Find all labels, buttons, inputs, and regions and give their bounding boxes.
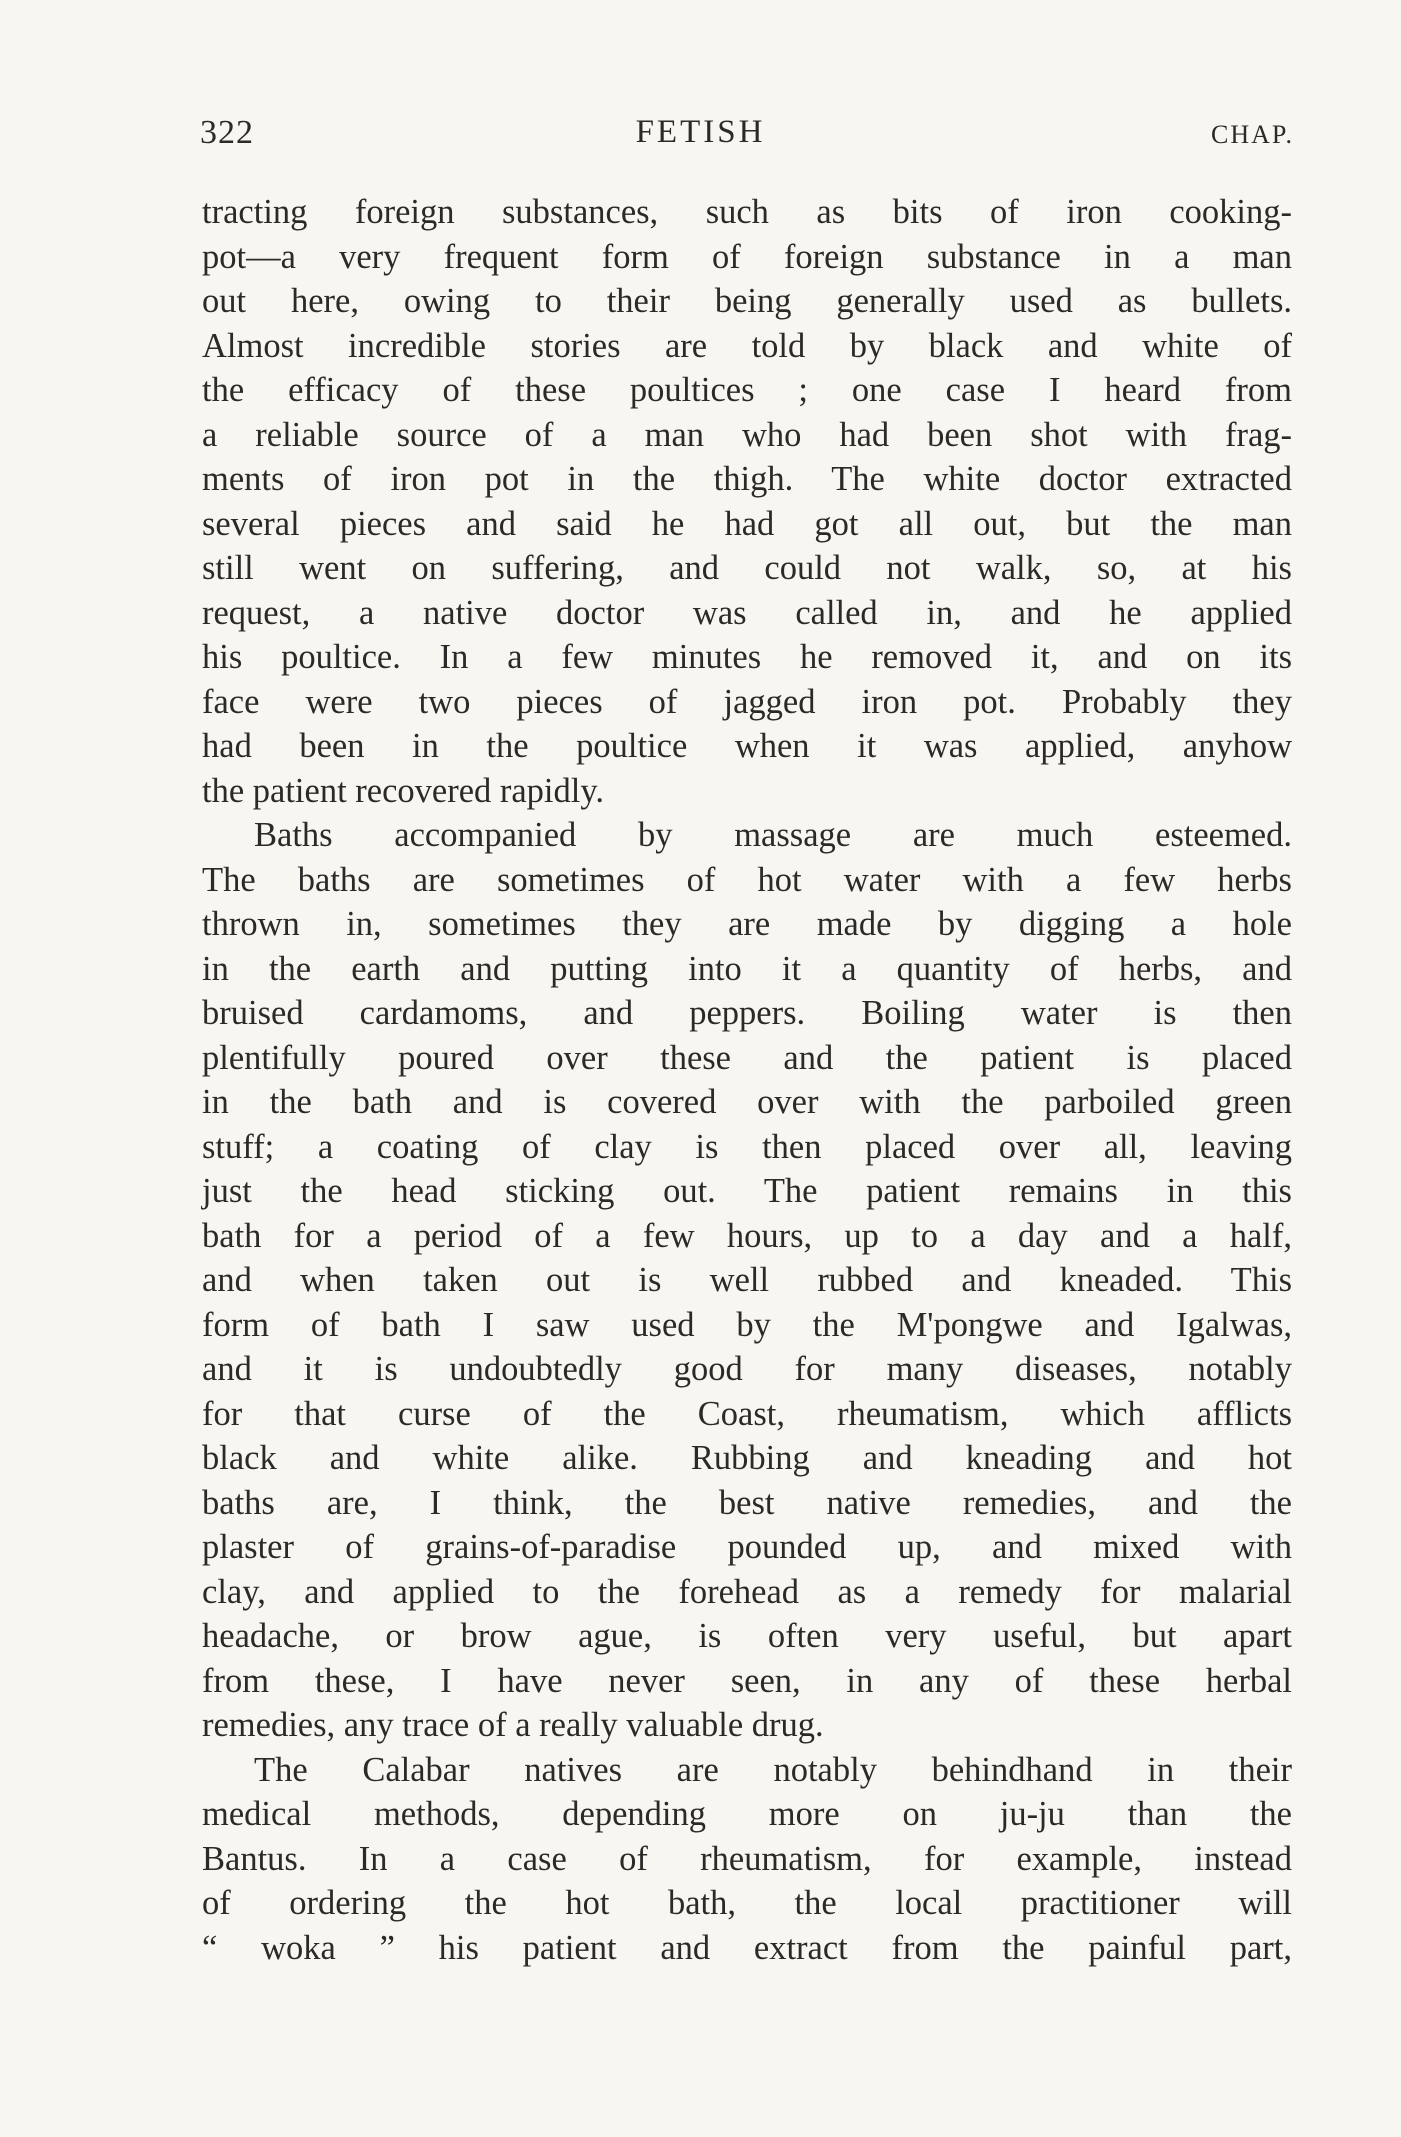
text-line: for that curse of the Coast, rheumatism, which afflicts: [202, 1394, 1292, 1433]
text-line: in the bath and is covered over with the parboiled green: [202, 1083, 1292, 1121]
text-line: headache, or brow ague, is often very useful, but apart: [202, 1617, 1292, 1655]
text-line: request, a native doctor was called in, and he applied: [202, 593, 1292, 632]
text-line: and it is undoubtedly good for many diseases, notably: [202, 1350, 1292, 1388]
text-line: stuff; a coating of clay is then placed over all, leaving: [202, 1127, 1292, 1166]
text-line: pot—a very frequent form of foreign substance in a man: [202, 237, 1292, 276]
text-line: face were two pieces of jagged iron pot. Probably they: [202, 682, 1292, 721]
text-line: bruised cardamoms, and peppers. Boiling water is then: [202, 994, 1292, 1032]
text-line: The Calabar natives are notably behindhand in their: [254, 1750, 1292, 1789]
text-line: clay, and applied to the forehead as a remedy for malarial: [202, 1572, 1292, 1611]
text-line: from these, I have never seen, in any of these herbal: [202, 1661, 1292, 1700]
text-line: thrown in, sometimes they are made by digging a hole: [202, 905, 1292, 943]
running-header: [0, 108, 1401, 151]
text-line: Bantus. In a case of rheumatism, for example, instead: [202, 1839, 1292, 1878]
text-line: the patient recovered rapidly.: [202, 771, 604, 810]
text-line: of ordering the hot bath, the local practitioner will: [202, 1884, 1292, 1922]
text-line: a reliable source of a man who had been shot with frag-: [202, 415, 1292, 454]
text-line: Almost incredible stories are told by black and white of: [202, 326, 1292, 365]
text-line: several pieces and said he had got all out, but the man: [202, 504, 1292, 543]
text-line: plaster of grains-of-paradise pounded up, and mixed with: [202, 1528, 1292, 1566]
text-line: had been in the poultice when it was applied, anyhow: [202, 727, 1292, 765]
body-text: [202, 190, 1292, 1970]
text-line: remedies, any trace of a really valuable drug.: [202, 1706, 824, 1744]
page-number: 322: [200, 114, 254, 151]
text-line: plentifully poured over these and the patient is placed: [202, 1038, 1292, 1077]
chapter-mark: CHAP.: [1211, 120, 1294, 149]
text-line: bath for a period of a few hours, up to a day and a half,: [202, 1216, 1292, 1255]
text-line: in the earth and putting into it a quantity of herbs, and: [202, 949, 1292, 988]
text-line: “ woka ” his patient and extract from the painful part,: [202, 1928, 1292, 1967]
text-line: ments of iron pot in the thigh. The white doctor extracted: [202, 460, 1292, 498]
text-line: form of bath I saw used by the M'pongwe and Igalwas,: [202, 1305, 1292, 1344]
text-line: his poultice. In a few minutes he removed it, and on its: [202, 638, 1292, 676]
running-title: FETISH: [635, 114, 766, 150]
text-line: still went on suffering, and could not walk, so, at his: [202, 549, 1292, 587]
text-line: out here, owing to their being generally used as bullets.: [202, 282, 1292, 320]
text-line: and when taken out is well rubbed and kneaded. This: [202, 1261, 1292, 1299]
text-line: The baths are sometimes of hot water with a few herbs: [202, 860, 1292, 899]
text-line: baths are, I think, the best native remedies, and the: [202, 1483, 1292, 1522]
text-line: black and white alike. Rubbing and kneading and hot: [202, 1439, 1292, 1477]
text-line: the efficacy of these poultices ; one case I heard from: [202, 371, 1292, 409]
text-line: just the head sticking out. The patient remains in this: [202, 1172, 1292, 1210]
text-line: tracting foreign substances, such as bits of iron cooking-: [202, 193, 1292, 231]
text-line: medical methods, depending more on ju-ju than the: [202, 1795, 1292, 1833]
text-line: Baths accompanied by massage are much esteemed.: [254, 816, 1292, 854]
